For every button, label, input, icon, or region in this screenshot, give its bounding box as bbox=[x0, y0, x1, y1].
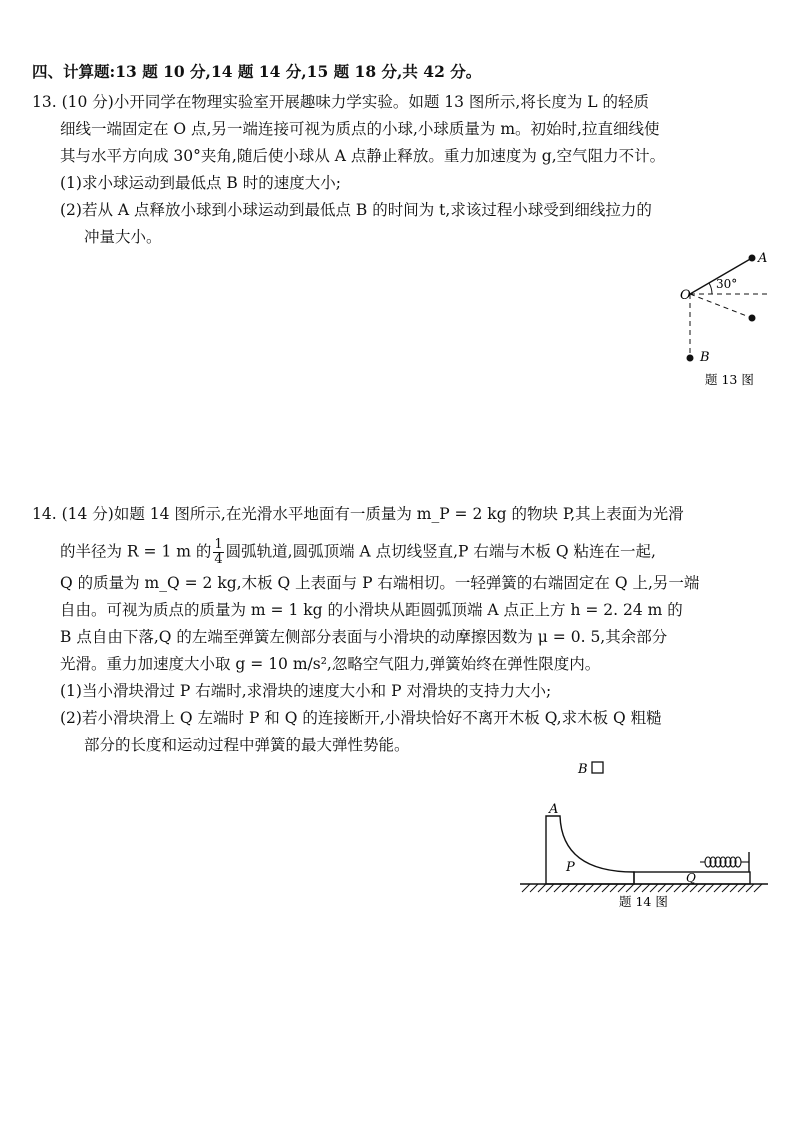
q14-small-block bbox=[592, 762, 603, 773]
section-title: 四、计算题:13 题 10 分,14 题 14 分,15 题 18 分,共 42 分。 bbox=[32, 62, 482, 81]
q13-sub-2-cont: 冲量大小。 bbox=[84, 228, 162, 246]
q14-line-3: Q 的质量为 m_Q = 2 kg,木板 Q 上表面与 P 右端相切。一轻弹簧的右端固定在 Q 上,另一端 bbox=[60, 574, 700, 592]
q14-line-6: 光滑。重力加速度大小取 g = 10 m/s²,忽略空气阻力,弹簧始终在弹性限度内。 bbox=[60, 655, 601, 673]
q14-line-2-after: 圆弧轨道,圆弧顶端 A 点切线竖直,P 右端与木板 Q 粘连在一起, bbox=[225, 542, 656, 561]
q14-sub-2: (2)若小滑块滑上 Q 左端时 P 和 Q 的连接断开,小滑块恰好不离开木板 Q,求木板 Q 粗糙 bbox=[60, 709, 662, 727]
q14-sub-2-cont: 部分的长度和运动过程中弹簧的最大弹性势能。 bbox=[84, 736, 410, 754]
q13-label-o: O bbox=[680, 288, 691, 303]
q14-label-q: Q bbox=[686, 871, 696, 885]
q14-line-5: B 点自由下落,Q 的左端至弹簧左侧部分表面与小滑块的动摩擦因数为 μ = 0. 5,其余部分 bbox=[60, 628, 668, 646]
q14-sub-1: (1)当小滑块滑过 P 右端时,求滑块的速度大小和 P 对滑块的支持力大小; bbox=[60, 682, 552, 700]
q14-ground-hatching bbox=[522, 884, 762, 892]
fraction-numerator: 1 bbox=[214, 537, 223, 552]
q13-line-3: 其与水平方向成 30°夹角,随后使小球从 A 点静止释放。重力加速度为 g,空气阻力不计。 bbox=[60, 147, 666, 165]
q13-label-b: B bbox=[700, 350, 710, 365]
q14-line-4: 自由。可视为质点的质量为 m = 1 kg 的小滑块从距圆弧顶端 A 点正上方 h = 2. 24 m 的 bbox=[60, 601, 683, 619]
q13-line-2: 细线一端固定在 O 点,另一端连接可视为质点的小球,小球质量为 m。初始时,拉直细线使 bbox=[60, 120, 660, 138]
q14-label-p: P bbox=[566, 860, 575, 875]
q14-figure-caption: 题 14 图 bbox=[619, 894, 668, 909]
q13-angle-label: 30° bbox=[716, 277, 738, 291]
q14-spring bbox=[700, 857, 749, 867]
q14-label-a: A bbox=[549, 802, 559, 817]
q13-line-1: 13. (10 分)小开同学在物理实验室开展趣味力学实验。如题 13 图所示,将长度为 L 的轻质 bbox=[32, 93, 649, 111]
q13-figure-caption: 题 13 图 bbox=[705, 372, 754, 387]
q14-label-b: B bbox=[578, 762, 588, 777]
q14-block-p bbox=[546, 816, 634, 884]
q14-line-2-before: 的半径为 R = 1 m 的 bbox=[60, 542, 212, 561]
q13-sub-2: (2)若从 A 点释放小球到小球运动到最低点 B 的时间为 t,求该过程小球受到细线拉力的 bbox=[60, 201, 652, 219]
q13-sub-1: (1)求小球运动到最低点 B 时的速度大小; bbox=[60, 174, 341, 192]
q13-label-a: A bbox=[758, 251, 768, 266]
q14-line-1: 14. (14 分)如题 14 图所示,在光滑水平地面有一质量为 m_P = 2 kg 的物块 P,其上表面为光滑 bbox=[32, 505, 684, 523]
fraction-denominator: 4 bbox=[214, 552, 223, 567]
